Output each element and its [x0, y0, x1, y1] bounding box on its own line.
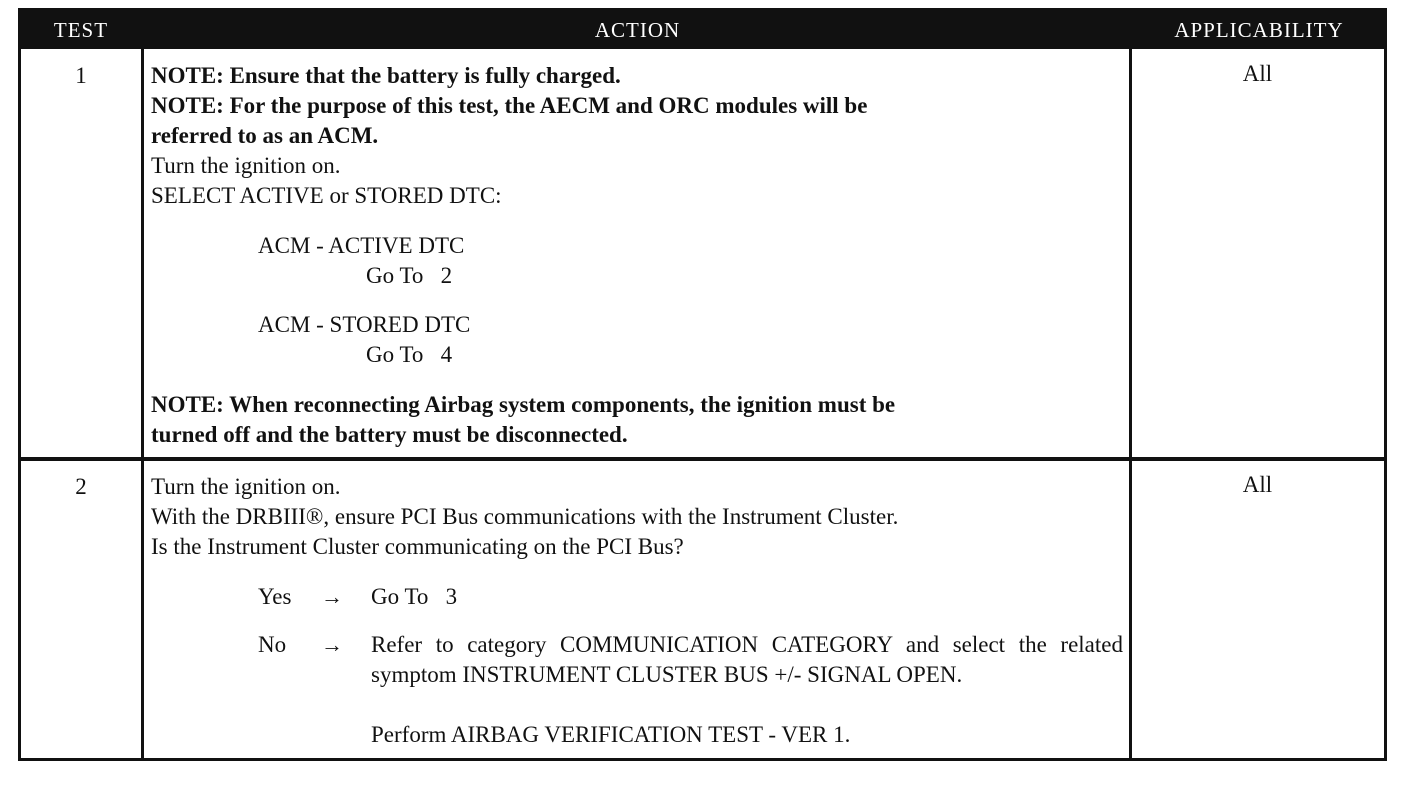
test-number: 2 [75, 474, 87, 499]
test-number: 1 [75, 63, 87, 88]
no-action-text: Refer to category COMMUNICATION CATEGORY and select the related symptom INSTRUMENT CLUSTER BUS +/- SIGNAL OPEN. [371, 632, 1123, 687]
note-text: referred to as an ACM. [151, 123, 379, 148]
goto-text: Go To 3 [371, 584, 458, 609]
instruction-text: With the DRBIII®, ensure PCI Bus communications with the Instrument Cluster. [151, 504, 899, 529]
applicability-value: All [1242, 472, 1273, 497]
header-test: TEST [53, 18, 109, 42]
table-header [21, 11, 1384, 49]
column-divider [141, 49, 144, 758]
yes-label: Yes [258, 584, 292, 609]
no-label: No [258, 632, 287, 657]
row-divider [21, 457, 1384, 461]
note-text: NOTE: When reconnecting Airbag system components, the ignition must be [151, 392, 896, 417]
header-action: ACTION [594, 18, 681, 42]
goto-text: Go To 4 [366, 342, 453, 367]
diagnostic-test-table [18, 8, 1387, 761]
column-divider [1129, 49, 1132, 758]
option-label: ACM - ACTIVE DTC [258, 233, 465, 258]
instruction-text: Turn the ignition on. [151, 474, 341, 499]
instruction-text: Turn the ignition on. [151, 153, 341, 178]
goto-text: Go To 2 [366, 263, 453, 288]
instruction-text: SELECT ACTIVE or STORED DTC: [151, 183, 502, 208]
question-text: Is the Instrument Cluster communicating on the PCI Bus? [151, 534, 684, 559]
header-applicability: APPLICABILITY [1174, 18, 1344, 42]
note-text: turned off and the battery must be disconnected. [151, 422, 628, 447]
applicability-value: All [1242, 61, 1273, 86]
arrow-right-icon: → [321, 584, 343, 609]
arrow-right-icon: → [321, 632, 343, 657]
verification-text: Perform AIRBAG VERIFICATION TEST - VER 1. [371, 722, 851, 747]
note-text: NOTE: For the purpose of this test, the AECM and ORC modules will be [151, 93, 868, 118]
note-text: NOTE: Ensure that the battery is fully charged. [151, 63, 621, 88]
option-label: ACM - STORED DTC [258, 312, 471, 337]
